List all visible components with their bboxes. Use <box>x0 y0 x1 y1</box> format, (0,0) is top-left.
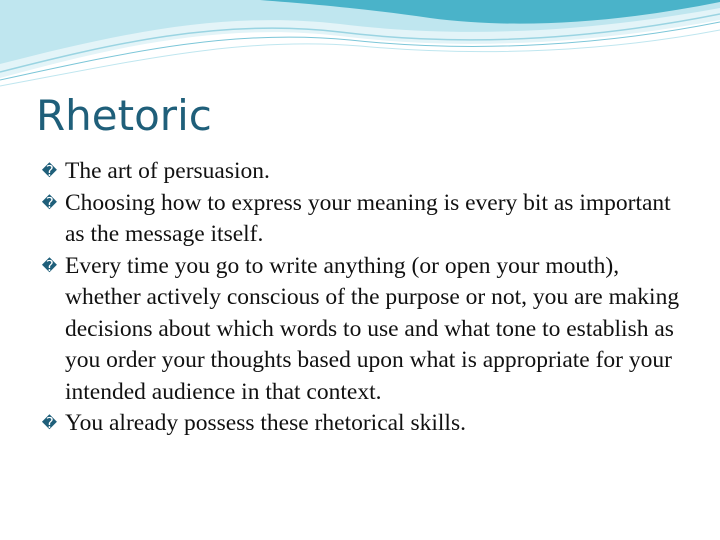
bullet-glyph: � <box>41 256 58 275</box>
decorative-wave-header <box>0 0 720 90</box>
bullet-glyph: � <box>41 414 58 432</box>
bullet-list <box>40 156 680 440</box>
bullet-item-4 <box>40 408 680 440</box>
slide-title: Rhetoric <box>36 91 212 140</box>
bullet-text: Every time you go to write anything (or open your mouth), whether actively conscious of the purpose or not, you are making decisions about which words to use and what tone to establish as you order your thoughts based upon what is appropriate for your intended audience in that context. <box>65 252 680 405</box>
bullet-text: Choosing how to express your meaning is every bit as important as the message itself. <box>65 189 671 247</box>
bullet-item-3 <box>40 251 680 409</box>
bullet-item-1 <box>40 156 680 188</box>
bullet-text: You already possess these rhetorical skills. <box>65 410 466 436</box>
bullet-item-2 <box>40 188 680 251</box>
bullet-text: The art of persuasion. <box>65 158 270 184</box>
bullet-glyph: � <box>41 162 58 180</box>
bullet-glyph: � <box>41 193 58 212</box>
